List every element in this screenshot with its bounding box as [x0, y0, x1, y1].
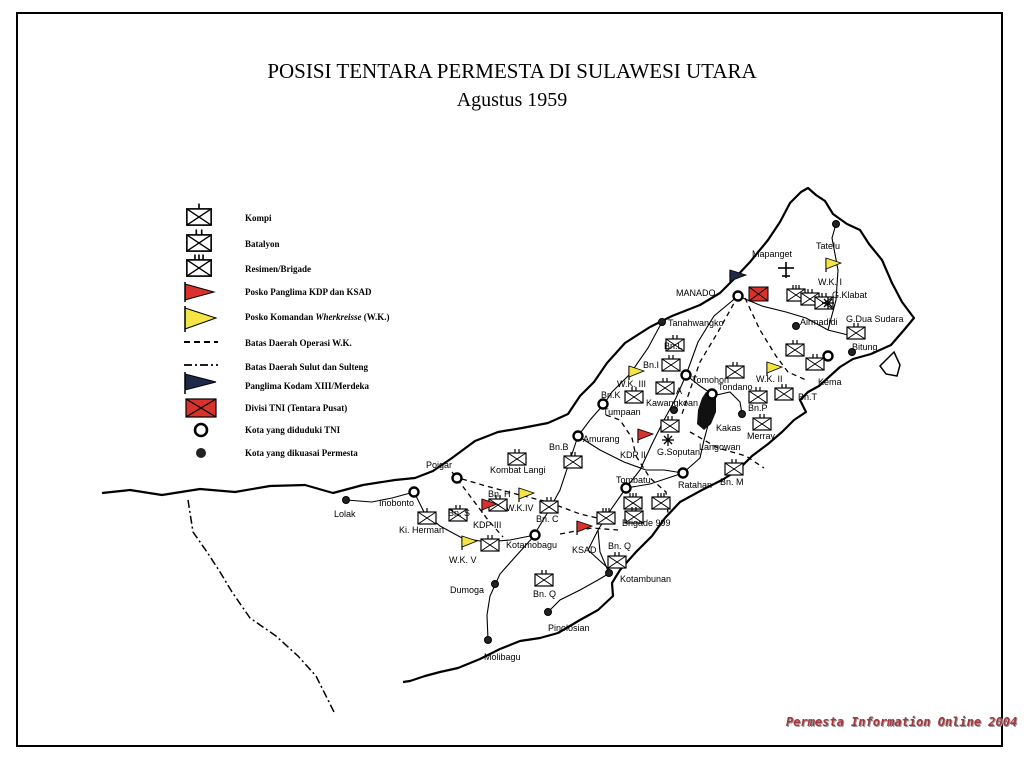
place-label-langowan: Langowan — [699, 442, 741, 452]
place-label-poigar: Poigar — [426, 460, 453, 470]
place-label-bnh: Bn. H — [488, 489, 511, 499]
place-label-tomohon: Tomohon — [692, 375, 730, 385]
place-label-bnc: Bn. C — [536, 514, 559, 524]
place-label-tombatu: Tombatu — [616, 475, 651, 485]
legend-label-panglima-kodam: Panglima Kodam XIII/Merdeka — [245, 381, 370, 391]
legend-label-kota-tni: Kota yang diduduki TNI — [245, 425, 341, 435]
map-subtitle: Agustus 1959 — [456, 89, 568, 111]
town-ratahan — [679, 469, 688, 478]
place-label-bnp: Bn.P — [748, 403, 768, 413]
place-label-mapanget: Mapanget — [752, 249, 793, 259]
tni-town-icon — [195, 424, 207, 436]
place-label-tondano: Tondano — [718, 382, 753, 392]
town-tondano — [708, 390, 717, 399]
town-manado — [734, 292, 743, 301]
legend-label-batas-sulut: Batas Daerah Sulut dan Sulteng — [245, 362, 369, 372]
red-flag-icon — [185, 282, 214, 302]
place-label-a: A — [676, 386, 683, 396]
place-label-merray: Merray — [747, 431, 776, 441]
place-label-kawangkoan: Kawangkoan — [646, 398, 699, 408]
permesta-towns — [343, 221, 856, 644]
place-label-tanahwangko: Tanahwangko — [668, 318, 724, 328]
place-label-bnl: Bn.L — [664, 341, 683, 351]
legend-label-kota-permesta: Kota yang dikuasai Permesta — [245, 448, 358, 458]
town-poigar — [453, 474, 462, 483]
place-label-amurang: Amurang — [583, 434, 620, 444]
place-label-ratahan: Ratahan — [678, 480, 713, 490]
place-label-wk2: W.K. II — [756, 374, 783, 384]
legend-label-posko-wk: Posko Komandan Wherkreisse (W.K.) — [245, 312, 390, 322]
place-label-pinolosian: Pinolosian — [548, 623, 590, 633]
permesta-town-icon — [196, 448, 206, 458]
unit-regiment-icon — [187, 255, 211, 277]
legend-label-resimen: Resimen/Brigade — [245, 264, 311, 274]
place-label-bnq1: Bn. Q — [608, 541, 632, 551]
place-label-molibagu: Molibagu — [484, 652, 521, 662]
place-label-bnb: Bn.B — [549, 442, 569, 452]
place-label-manado: MANADO — [676, 288, 716, 298]
town-inobonto — [410, 488, 419, 497]
navy-flag-icon — [185, 372, 216, 394]
place-label-bni: Bn.I — [643, 360, 660, 370]
place-label-bitung: Bitung — [852, 342, 878, 352]
place-label-brigade999: Brigade 999 — [622, 518, 671, 528]
roads — [346, 224, 852, 640]
legend-symbols — [184, 204, 218, 459]
place-label-bnq2: Bn. Q — [533, 589, 557, 599]
place-label-gsoputan: G.Soputan — [657, 447, 701, 457]
yellow-flag-icon — [185, 306, 216, 332]
credit-watermark: Permesta Information Online 2004 — [786, 715, 1018, 729]
place-label-kakas: Kakas — [716, 423, 742, 433]
place-label-dumoga: Dumoga — [450, 585, 485, 595]
map-title: POSISI TENTARA PERMESTA DI SULAWESI UTARA — [267, 59, 757, 83]
volcano-soputan-icon — [662, 434, 674, 446]
place-label-tatelu: Tatelu — [816, 241, 841, 251]
coastline — [102, 188, 914, 682]
legend-label-kompi: Kompi — [245, 213, 272, 223]
place-label-kdp2: KDP II — [620, 450, 646, 460]
place-label-lolak: Lolak — [334, 509, 356, 519]
place-label-gklabat: G.Klabat — [832, 290, 868, 300]
place-label-kdp3: KDP III — [473, 520, 502, 530]
place-label-wk1: W.K. I — [818, 277, 843, 287]
place-label-airmadidi: Airmadidi — [800, 317, 838, 327]
place-label-bnk: Bn.K — [601, 390, 621, 400]
coast-detail — [880, 352, 900, 376]
place-label-kema: Kema — [818, 377, 842, 387]
town-kema — [824, 352, 833, 361]
place-label-bnm: Bn. M — [720, 477, 744, 487]
province-boundary — [188, 500, 334, 712]
place-label-ksad: KSAD — [572, 545, 597, 555]
place-label-kotambunan: Kotambunan — [620, 574, 672, 584]
town-tomohon — [682, 371, 691, 380]
place-label-gduasudara: G.Dua Sudara — [846, 314, 904, 324]
unit-battalion-icon — [187, 230, 211, 252]
place-label-wk5: W.K. V — [449, 555, 477, 565]
place-label-kiherman: Ki. Herman — [399, 525, 445, 535]
place-label-inobonto: Inobonto — [379, 498, 415, 508]
legend-label-posko-kdp: Posko Panglima KDP dan KSAD — [245, 287, 372, 297]
place-label-tumpaan: Tumpaan — [603, 407, 641, 417]
place-label-bns: Bn. S — [448, 508, 471, 518]
unit-company-icon — [187, 204, 211, 226]
place-label-kombatlangi: Kombat Langi — [490, 465, 546, 475]
legend-label-batas-wk: Batas Daerah Operasi W.K. — [245, 338, 352, 348]
legend-label-batalyon: Batalyon — [245, 239, 280, 249]
place-label-wk3: W.K. III — [617, 379, 647, 389]
town-amurang — [574, 432, 583, 441]
place-label-wk4: W.K.IV — [506, 503, 534, 513]
tni-division-icon — [186, 399, 216, 417]
town-kotamobagu — [531, 531, 540, 540]
place-label-kotamobagu: Kotamobagu — [506, 540, 558, 550]
place-label-bnt: Bn.T — [798, 392, 818, 402]
airplane-icon — [778, 262, 794, 278]
tni-division-manado — [749, 287, 768, 301]
legend-label-divisi-tni: Divisi TNI (Tentara Pusat) — [245, 403, 348, 413]
